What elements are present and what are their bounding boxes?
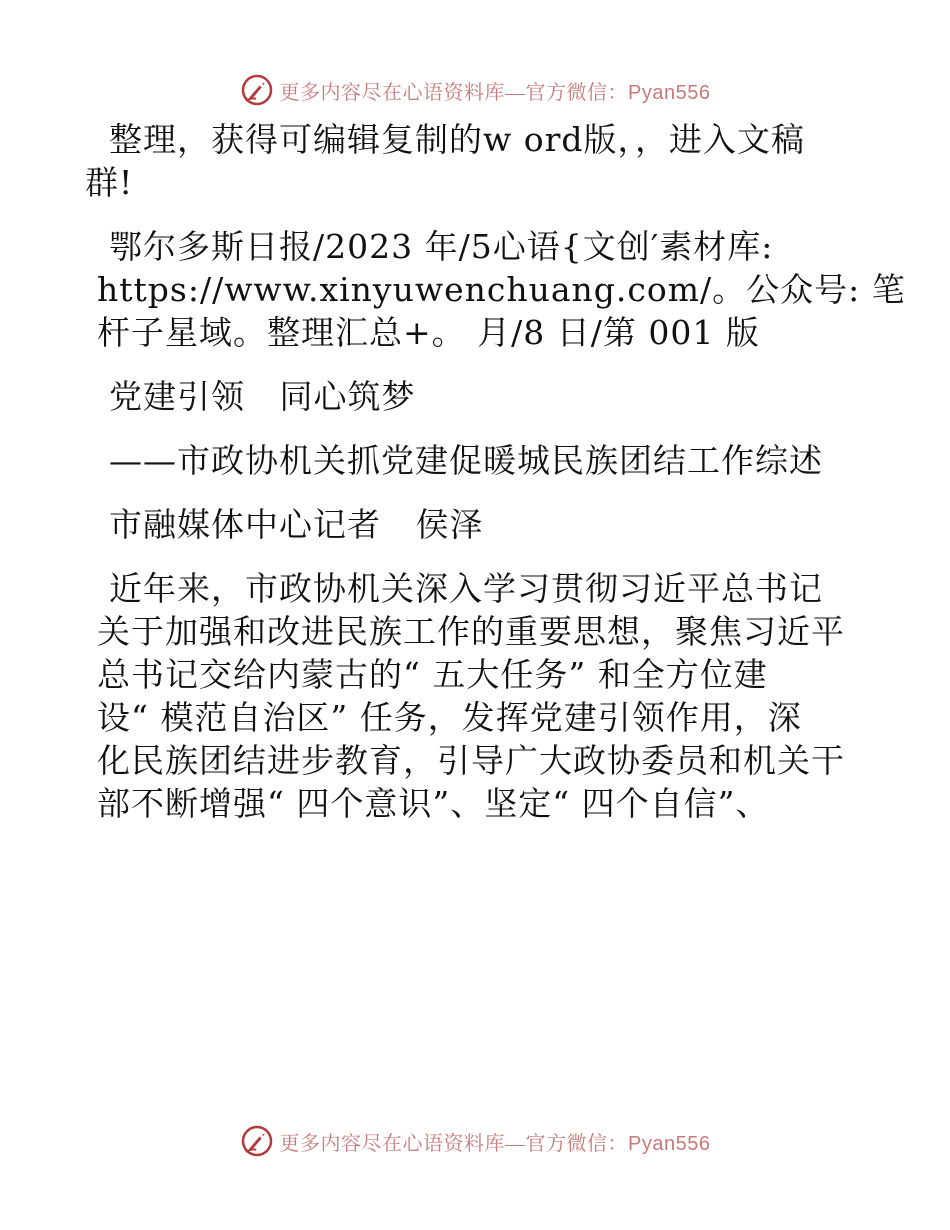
source-line: https://www.xinyuwenchuang.com/。公众号: 笔: [97, 270, 906, 309]
body-line: 部不断增强“ 四个意识”、坚定“ 四个自信”、: [97, 784, 770, 823]
intro-line: 群!: [85, 163, 134, 202]
body-line: 设“ 模范自治区” 任务，发挥党建引领作用，深: [97, 698, 802, 737]
header-banner-separator: —: [505, 81, 526, 104]
article-byline: 市融媒体中心记者 侯泽: [109, 505, 484, 544]
article-body-paragraph: [97, 567, 857, 825]
body-line: 关于加强和改进民族工作的重要思想，聚焦习近平: [97, 612, 845, 651]
body-line: 化民族团结进步教育，引导广大政协委员和机关干: [97, 741, 845, 780]
document-body: [85, 118, 906, 846]
footer-banner: [0, 1121, 950, 1161]
header-banner-text: [280, 76, 711, 105]
source-line: 鄂尔多斯日报/2023 年/5心语{文创′素材库:: [109, 227, 774, 266]
footer-banner-slogan: 更多内容尽在心语资料库: [279, 1132, 506, 1155]
intro-paragraph: [85, 118, 857, 204]
body-line: 近年来，市政协机关深入学习贯彻习近平总书记: [109, 569, 823, 608]
header-banner: [0, 70, 950, 110]
header-banner-wechat-label: 官方微信：: [525, 81, 629, 104]
header-banner-wechat-id: Pyan556: [628, 81, 711, 104]
article-subtitle: ——市政协机关抓党建促暖城民族团结工作综述: [109, 441, 823, 480]
body-line: 总书记交给内蒙古的“ 五大任务” 和全方位建: [97, 655, 768, 694]
intro-line: 整理，获得可编辑复制的w ord版，，进入文稿: [109, 120, 806, 159]
footer-banner-separator: —: [505, 1132, 526, 1155]
pen-nib-logo-icon: [240, 73, 274, 107]
footer-banner-wechat-id: Pyan556: [628, 1132, 711, 1155]
footer-banner-wechat-label: 官方微信：: [525, 1132, 629, 1155]
footer-banner-text: [280, 1127, 711, 1156]
source-paragraph: [97, 225, 906, 354]
pen-nib-logo-icon: [240, 1124, 274, 1158]
article-title: 党建引领 同心筑梦: [109, 377, 416, 416]
header-banner-slogan: 更多内容尽在心语资料库: [279, 81, 506, 104]
source-line: 杆子星域。整理汇总+。 月/8 日/第 001 版: [97, 313, 760, 352]
